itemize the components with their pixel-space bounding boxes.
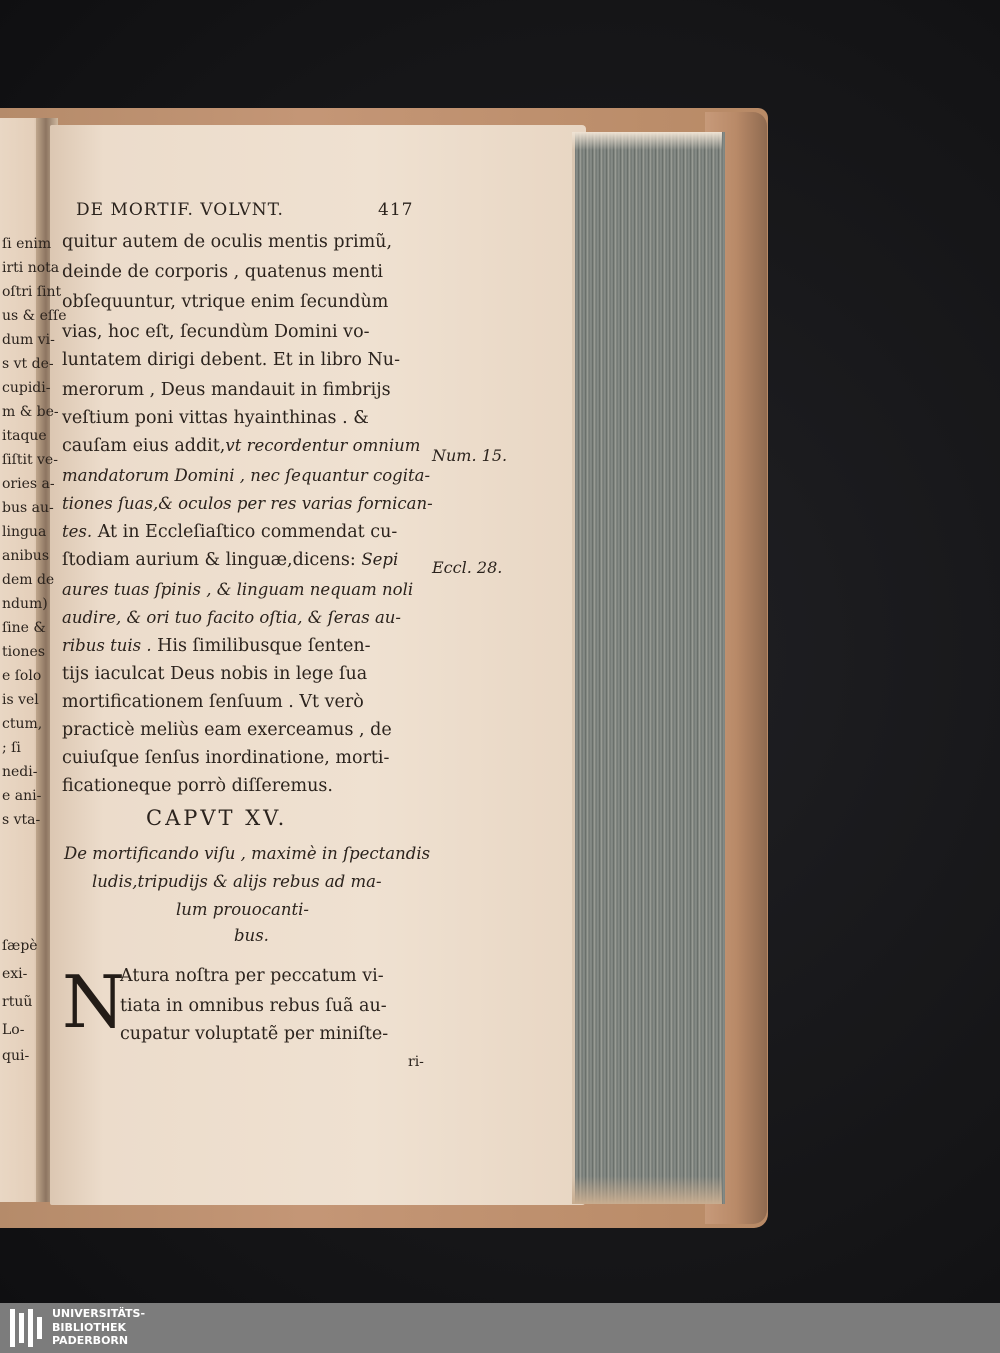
- left-fragment: bus au-: [2, 500, 54, 516]
- page-edges-top: [572, 132, 722, 150]
- body-line: luntatem dirigi debent. Et in libro Nu-: [62, 350, 400, 370]
- library-logo-icon: [10, 1309, 44, 1347]
- left-fragment: ſiſtit ve-: [2, 452, 58, 468]
- body-text-italic: ribus tuis .: [62, 636, 152, 655]
- left-fragment: ſi enim: [2, 236, 52, 252]
- body-line: deinde de corporis , quatenus menti: [62, 262, 383, 282]
- margin-note: Num. 15.: [432, 446, 508, 465]
- left-fragment: Lo-: [2, 1022, 25, 1038]
- library-name-line: BIBLIOTHEK: [52, 1320, 127, 1334]
- left-fragment: cupidi-: [2, 380, 51, 396]
- body-line: quitur autem de oculis mentis primũ,: [62, 232, 393, 252]
- left-fragment: irti nota: [2, 260, 60, 276]
- page-edges-bottom: [572, 1176, 722, 1204]
- left-fragment: tiones: [2, 644, 46, 660]
- left-fragment: us & eſſe: [2, 308, 67, 324]
- italic-line: audire, & ori tuo facito oſtia, & ſeras au-: [62, 608, 401, 627]
- body-line: veſtium poni vittas hyainthinas . &: [62, 408, 369, 428]
- body-text-italic: vt recordentur omnium: [225, 436, 421, 455]
- left-fragment: dum vi-: [2, 332, 55, 348]
- left-fragment: nedi-: [2, 764, 38, 780]
- left-fragment: qui-: [2, 1048, 30, 1064]
- chapter-title: CAPVT XV.: [146, 806, 288, 830]
- body-line: mortificationem ſenſuum . Vt verò: [62, 692, 364, 712]
- body-line: [62, 436, 420, 456]
- body-text-italic: Sepi: [361, 550, 399, 569]
- italic-line: mandatorum Domini , nec ſequantur cogita-: [62, 466, 431, 485]
- body-text-roman: At in Eccleſiaſtico commendat cu-: [97, 522, 398, 542]
- body-text-roman: His ſimilibusque ſenten-: [157, 636, 371, 656]
- italic-line: aures tuas ſpinis , & linguam nequam noli: [62, 580, 414, 599]
- library-name-line: UNIVERSITÄTS-: [52, 1307, 146, 1320]
- left-fragment: s vt de-: [2, 356, 54, 372]
- left-fragment: exi-: [2, 966, 28, 982]
- left-fragment: m & be-: [2, 404, 59, 420]
- left-fragment: ories a-: [2, 476, 55, 492]
- chapter-subtitle-line: lum prouocanti-: [176, 900, 309, 919]
- chapter-subtitle-line: ludis,tripudijs & alijs rebus ad ma-: [92, 872, 382, 891]
- body-line: vias, hoc eſt, ſecundùm Domini vo-: [62, 322, 370, 342]
- library-name: [52, 1307, 145, 1348]
- body-line: tijs iaculcat Deus nobis in lege ſua: [62, 664, 368, 684]
- body-line: Atura noſtra per peccatum vi-: [120, 966, 384, 986]
- left-fragment: s vta-: [2, 812, 41, 828]
- left-fragment: e ani-: [2, 788, 42, 804]
- left-fragment: ; ſi: [2, 740, 21, 756]
- body-line: merorum , Deus mandauit in fimbrijs: [62, 380, 391, 400]
- italic-line: tiones ſuas,& oculos per res varias fornican-: [62, 494, 433, 513]
- margin-note: Eccl. 28.: [432, 558, 503, 577]
- left-fragment: ndum): [2, 596, 48, 612]
- body-line: cuiuſque ſenſus inordinatione, morti-: [62, 748, 390, 768]
- body-line: practicè meliùs eam exerceamus , de: [62, 720, 392, 740]
- running-head: DE MORTIF. VOLVNT.: [76, 200, 284, 220]
- body-text-roman: ſtodiam aurium & linguæ,dicens:: [62, 550, 356, 570]
- library-footer: [0, 1303, 1000, 1353]
- left-fragment: e ſolo: [2, 668, 42, 684]
- initial-letter: N: [62, 960, 125, 1044]
- body-line: obſequuntur, vtrique enim ſecundùm: [62, 292, 389, 312]
- left-fragment: oſtri ſint: [2, 284, 62, 300]
- left-fragment: ctum,: [2, 716, 43, 732]
- left-fragment: ſine &: [2, 620, 46, 636]
- left-fragment: anibus: [2, 548, 50, 564]
- left-fragment: dem de: [2, 572, 55, 588]
- body-text-italic: tes.: [62, 522, 93, 541]
- left-fragment: lingua: [2, 524, 47, 540]
- library-name-line: PADERBORN: [52, 1334, 129, 1347]
- chapter-subtitle-line: bus.: [234, 926, 269, 945]
- body-line: ficationeque porrò diſſeremus.: [62, 776, 333, 796]
- left-fragment: itaque: [2, 428, 47, 444]
- page-number: 417: [378, 200, 414, 220]
- body-line: cupatur voluptatẽ per miniſte-: [120, 1024, 389, 1044]
- body-line: [62, 522, 397, 542]
- page-edges: [572, 132, 725, 1204]
- left-fragment: is vel: [2, 692, 39, 708]
- body-text-roman: cauſam eius addit,: [62, 436, 226, 456]
- body-line: [62, 636, 371, 656]
- left-fragment: ſæpè: [2, 938, 38, 954]
- catchword: ri-: [408, 1054, 424, 1070]
- body-line: tiata in omnibus rebus ſuã au-: [120, 996, 387, 1016]
- body-line: [62, 550, 398, 570]
- left-fragment: rtuũ: [2, 994, 33, 1010]
- chapter-subtitle-line: De mortificando viſu , maximè in ſpectandis: [64, 844, 431, 863]
